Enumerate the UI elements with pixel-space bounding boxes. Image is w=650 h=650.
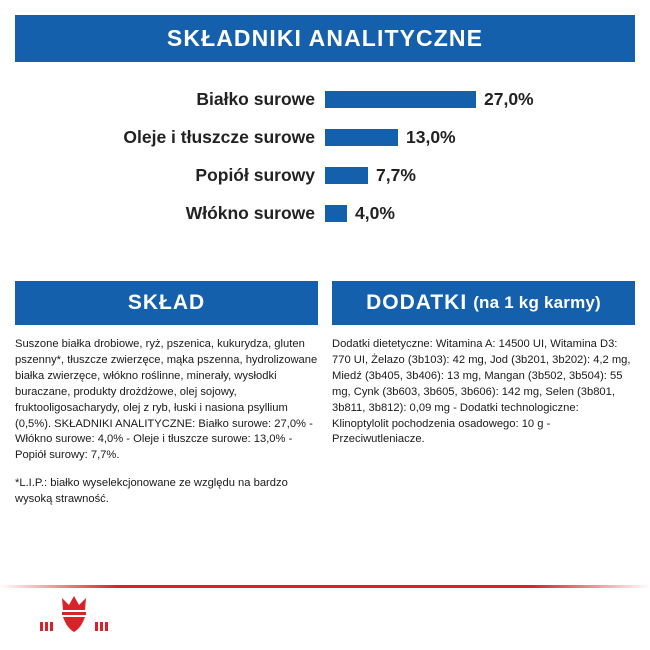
composition-text: Suszone białka drobiowe, ryż, pszenica, kukurydza, gluten pszenny*, tłuszcze zwierzęce, mąka pszenna, hydrolizowane białka zwierzęce, włókno roślinne, minerały, wysłodki buraczane, produkty drożdżowe, olej sojowy, fruktooligosacharydy, olej z ryb, łuski i nasiona psyllium (0,5%). SKŁADNIKI ANALITYCZNE: Białko surowe: 27,0% - Włókno surowe: 4,0% - Oleje i tłuszcze surowe: 13,0% - Popiół surowy: 7,7%. <box>15 338 318 462</box>
additives-panel-header <box>332 281 635 325</box>
chart-row <box>15 80 635 118</box>
chart-value-label: 4,0% <box>355 202 395 223</box>
page-title: SKŁADNIKI ANALITYCZNE <box>166 25 484 51</box>
royal-canin-logo <box>36 594 112 638</box>
analytical-constituents-header <box>15 15 635 62</box>
analytical-constituents-chart <box>15 80 635 245</box>
chart-category-label: Białko surowe <box>196 88 315 109</box>
chart-category-label: Włókno surowe <box>185 202 315 223</box>
chart-bar-wrap <box>325 203 635 224</box>
chart-row <box>15 118 635 156</box>
chart-bar-wrap <box>325 127 635 148</box>
additives-panel-body <box>332 325 635 448</box>
info-panels <box>15 281 635 508</box>
chart-bar <box>325 129 398 146</box>
chart-value-label: 27,0% <box>484 88 534 109</box>
chart-category-label: Oleje i tłuszcze surowe <box>123 126 315 147</box>
additives-panel-subtitle: (na 1 kg karmy) <box>473 293 601 312</box>
chart-bar <box>325 167 368 184</box>
additives-panel <box>332 281 635 508</box>
chart-bar-wrap <box>325 165 635 186</box>
composition-panel-title: SKŁAD <box>127 291 206 314</box>
additives-panel-title: DODATKI <box>366 291 468 314</box>
chart-bar <box>325 91 476 108</box>
additives-text: Dodatki dietetyczne: Witamina A: 14500 UI, Witamina D3: 770 UI, Żelazo (3b103): 42 mg, Jod (3b201, 3b202): 4,2 mg, Miedź (3b405, 3b406): 13 mg, Mangan (3b502, 3b504): 55 mg, Cynk (3b603, 3b605, 3b606): 142 mg, Selen (3b801, 3b811, 3b812): 0,09 mg - Dodatki technologiczne: Klinoptylolit pochodzenia osadowego: 10 g - Przeciwutleniacze. <box>332 338 631 446</box>
chart-category-label: Popiół surowy <box>195 164 315 185</box>
composition-panel <box>15 281 318 508</box>
chart-row <box>15 156 635 194</box>
composition-panel-body <box>15 325 318 508</box>
composition-footnote: *L.I.P.: białko wyselekcjonowane ze względu na bardzo wysoką strawność. <box>15 477 288 506</box>
composition-panel-header <box>15 281 318 325</box>
chart-row <box>15 194 635 232</box>
chart-value-label: 7,7% <box>376 164 416 185</box>
chart-bar <box>325 205 347 222</box>
footer-accent-line <box>0 585 650 588</box>
chart-bar-wrap <box>325 89 635 110</box>
chart-value-label: 13,0% <box>406 126 456 147</box>
